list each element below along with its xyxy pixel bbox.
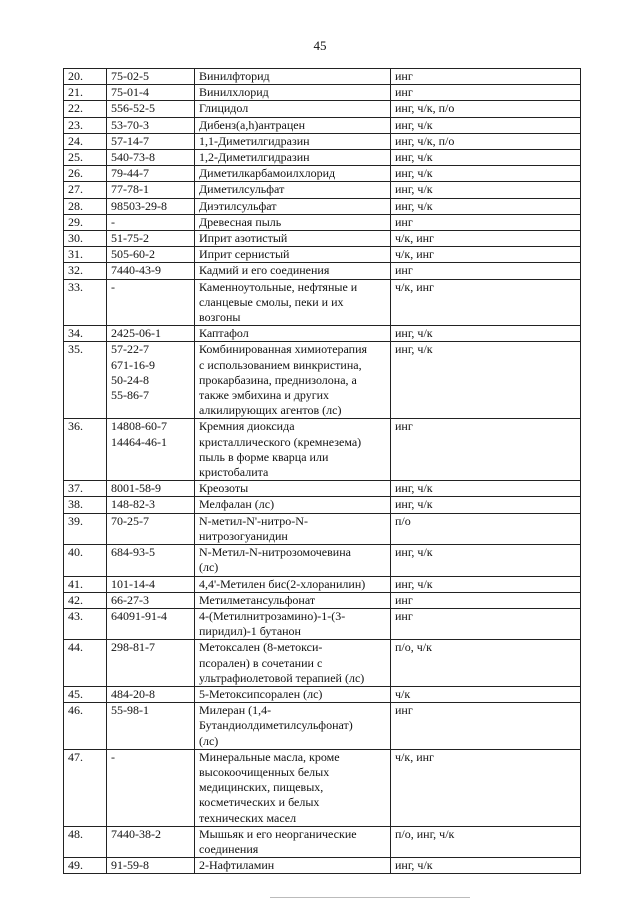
cas-number: 7440-43-9: [111, 263, 161, 278]
substance-name-line: Кадмий и его соединения: [199, 263, 330, 278]
substance-name-cell: [195, 608, 391, 639]
substance-name-cell: [195, 858, 391, 874]
cas-number: 75-01-4: [111, 85, 149, 100]
cas-number: 101-14-4: [111, 576, 155, 591]
substance-name-cell: [195, 497, 391, 513]
row-number: 38.: [64, 497, 107, 513]
row-number: 28.: [64, 198, 107, 214]
table-row: [64, 686, 581, 702]
exposure-route: инг: [391, 703, 581, 750]
cas-number: 98503-29-8: [111, 198, 167, 213]
substance-name-line: Мелфалан (лс): [199, 497, 275, 512]
cas-number: -: [111, 749, 115, 764]
row-number: 44.: [64, 640, 107, 687]
substance-name-line: технических масел: [199, 810, 297, 825]
exposure-route: инг: [391, 592, 581, 608]
table-row: [64, 545, 581, 576]
table-row: [64, 592, 581, 608]
substance-name-line: пиридил)-1 бутанон: [199, 624, 301, 639]
cas-number: -: [111, 279, 115, 294]
exposure-route: ч/к, инг: [391, 749, 581, 826]
substance-name-line: Глицидол: [199, 101, 249, 116]
substance-name-cell: [195, 166, 391, 182]
page-number: 45: [313, 38, 327, 53]
substance-name-line: Иприт азотистый: [199, 231, 288, 246]
substance-name-line: Иприт сернистый: [199, 247, 290, 262]
carcinogen-table: [63, 68, 581, 874]
cas-number-cell: [107, 640, 195, 687]
cas-number-cell: [107, 69, 195, 85]
cas-number: 75-02-5: [111, 69, 149, 83]
row-number: 31.: [64, 247, 107, 263]
exposure-route: инг, ч/к: [391, 166, 581, 182]
cas-number: 79-44-7: [111, 166, 149, 181]
row-number: 32.: [64, 263, 107, 279]
substance-name-cell: [195, 85, 391, 101]
cas-number-cell: [107, 481, 195, 497]
table-row: [64, 214, 581, 230]
substance-name-line: медицинских, пищевых,: [199, 780, 324, 795]
cas-number-cell: [107, 326, 195, 342]
row-number: 29.: [64, 214, 107, 230]
cas-number: 55-98-1: [111, 703, 149, 718]
cas-number: 66-27-3: [111, 592, 149, 607]
cas-number: 484-20-8: [111, 686, 155, 701]
substance-name-cell: [195, 686, 391, 702]
exposure-route: инг, ч/к: [391, 198, 581, 214]
substance-name-line: Кремния диоксида: [199, 419, 295, 434]
cas-number-cell: [107, 858, 195, 874]
cas-number: 51-75-2: [111, 231, 149, 246]
table-row: [64, 117, 581, 133]
exposure-route: ч/к, инг: [391, 231, 581, 247]
substance-name-line: возгоны: [199, 310, 241, 325]
cas-number: 53-70-3: [111, 117, 149, 132]
cas-number-cell: [107, 826, 195, 857]
row-number: 45.: [64, 686, 107, 702]
cas-number: 148-82-3: [111, 497, 155, 512]
substance-name-cell: [195, 198, 391, 214]
cas-number: 77-78-1: [111, 182, 149, 197]
cas-number: 7440-38-2: [111, 826, 161, 841]
table-row: [64, 198, 581, 214]
cas-number-cell: [107, 545, 195, 576]
cas-number: 505-60-2: [111, 247, 155, 262]
table-body: [64, 69, 581, 874]
cas-number-cell: [107, 703, 195, 750]
table-row: [64, 826, 581, 857]
cas-number-cell: [107, 513, 195, 544]
exposure-route: инг, ч/к: [391, 117, 581, 133]
substance-name-line: Каптафол: [199, 326, 249, 341]
substance-name-line: 1,1-Диметилгидразин: [199, 133, 310, 148]
substance-name-cell: [195, 263, 391, 279]
table-row: [64, 247, 581, 263]
row-number: 35.: [64, 342, 107, 419]
substance-name-cell: [195, 117, 391, 133]
substance-name-cell: [195, 214, 391, 230]
substance-name-line: высокоочищенных белых: [199, 764, 330, 779]
cas-number: 50-24-8: [111, 372, 149, 387]
table-row: [64, 69, 581, 85]
cas-number-cell: [107, 592, 195, 608]
row-number: 36.: [64, 419, 107, 481]
substance-name-line: 2-Нафтиламин: [199, 858, 275, 873]
substance-name-line: Винилфторид: [199, 69, 270, 83]
cas-number-cell: [107, 166, 195, 182]
substance-name-line: пыль в форме кварца или: [199, 449, 329, 464]
row-number: 49.: [64, 858, 107, 874]
table-row: [64, 419, 581, 481]
substance-name-line: 4,4'-Метилен бис(2-хлоранилин): [199, 576, 366, 591]
row-number: 37.: [64, 481, 107, 497]
exposure-route: инг: [391, 263, 581, 279]
exposure-route: инг, ч/к: [391, 182, 581, 198]
row-number: 34.: [64, 326, 107, 342]
substance-name-line: Креозоты: [199, 481, 249, 496]
substance-name-cell: [195, 545, 391, 576]
exposure-route: инг: [391, 69, 581, 85]
row-number: 39.: [64, 513, 107, 544]
cas-number-cell: [107, 85, 195, 101]
row-number: 22.: [64, 101, 107, 117]
substance-name-line: кристобалита: [199, 465, 269, 480]
table-row: [64, 231, 581, 247]
substance-name-cell: [195, 133, 391, 149]
substance-name-line: псорален) в сочетании с: [199, 655, 323, 670]
substance-name-line: Диэтилсульфат: [199, 198, 277, 213]
substance-name-cell: [195, 513, 391, 544]
substance-name-line: Метилметансульфонат: [199, 592, 316, 607]
substance-name-cell: [195, 182, 391, 198]
exposure-route: инг, ч/к: [391, 545, 581, 576]
cas-number-cell: [107, 101, 195, 117]
table-row: [64, 263, 581, 279]
cas-number-cell: [107, 749, 195, 826]
cas-number: 55-86-7: [111, 388, 149, 403]
cas-number: 57-22-7: [111, 342, 149, 357]
table-row: [64, 133, 581, 149]
row-number: 42.: [64, 592, 107, 608]
exposure-route: инг: [391, 419, 581, 481]
exposure-route: инг: [391, 214, 581, 230]
cas-number-cell: [107, 419, 195, 481]
substance-name-cell: [195, 592, 391, 608]
substance-name-line: N-Метил-N-нитрозомочевина: [199, 545, 351, 560]
substance-name-cell: [195, 749, 391, 826]
substance-name-cell: [195, 481, 391, 497]
exposure-route: п/о, инг, ч/к: [391, 826, 581, 857]
cas-number-cell: [107, 150, 195, 166]
substance-name-line: Каменноутольные, нефтяные и: [199, 279, 358, 294]
substance-name-cell: [195, 247, 391, 263]
row-number: 25.: [64, 150, 107, 166]
row-number: 23.: [64, 117, 107, 133]
table-row: [64, 576, 581, 592]
cas-number: 91-59-8: [111, 858, 149, 873]
exposure-route: инг, ч/к: [391, 326, 581, 342]
exposure-route: инг, ч/к: [391, 497, 581, 513]
substance-name-line: Древесная пыль: [199, 214, 282, 229]
substance-name-line: 1,2-Диметилгидразин: [199, 150, 310, 165]
cas-number-cell: [107, 247, 195, 263]
exposure-route: инг, ч/к: [391, 342, 581, 419]
substance-name-line: Милеран (1,4-: [199, 703, 272, 718]
substance-name-line: прокарбазина, преднизолона, а: [199, 372, 357, 387]
exposure-route: инг, ч/к, п/о: [391, 133, 581, 149]
row-number: 41.: [64, 576, 107, 592]
cas-number-cell: [107, 198, 195, 214]
substance-name-line: N-метил-N'-нитро-N-: [199, 513, 308, 528]
substance-name-line: 4-(Метилнитрозамино)-1-(3-: [199, 608, 346, 623]
substance-name-line: Диметилсульфат: [199, 182, 285, 197]
cas-number-cell: [107, 263, 195, 279]
substance-name-line: Комбинированная химиотерапия: [199, 342, 368, 357]
row-number: 33.: [64, 279, 107, 326]
substance-name-line: Минеральные масла, кроме: [199, 749, 340, 764]
substance-name-cell: [195, 703, 391, 750]
row-number: 40.: [64, 545, 107, 576]
substance-name-line: (лс): [199, 733, 219, 748]
exposure-route: п/о: [391, 513, 581, 544]
exposure-route: инг, ч/к, п/о: [391, 101, 581, 117]
table-row: [64, 858, 581, 874]
substance-name-line: Бутандиолдиметилсульфонат): [199, 718, 353, 733]
substance-name-line: ультрафиолетовой терапией (лс): [199, 670, 365, 685]
table-row: [64, 481, 581, 497]
substance-name-cell: [195, 150, 391, 166]
cas-number: 14808-60-7: [111, 419, 167, 434]
table-row: [64, 166, 581, 182]
table-row: [64, 703, 581, 750]
table-row: [64, 342, 581, 419]
row-number: 21.: [64, 85, 107, 101]
exposure-route: инг: [391, 85, 581, 101]
table-row: [64, 101, 581, 117]
cas-number: 298-81-7: [111, 640, 155, 655]
substance-name-line: Метоксален (8-метокси-: [199, 640, 323, 655]
row-number: 30.: [64, 231, 107, 247]
cas-number-cell: [107, 133, 195, 149]
substance-name-line: алкилирующих агентов (лс): [199, 403, 342, 418]
substance-name-line: Мышьяк и его неорганические: [199, 826, 357, 841]
table-row: [64, 326, 581, 342]
exposure-route: ч/к: [391, 686, 581, 702]
exposure-route: инг, ч/к: [391, 481, 581, 497]
table-row: [64, 640, 581, 687]
substance-name-cell: [195, 342, 391, 419]
cas-number-cell: [107, 182, 195, 198]
substance-name-cell: [195, 326, 391, 342]
cas-number-cell: [107, 214, 195, 230]
substance-name-line: соединения: [199, 841, 259, 856]
substance-name-cell: [195, 231, 391, 247]
row-number: 48.: [64, 826, 107, 857]
substance-name-cell: [195, 419, 391, 481]
cas-number-cell: [107, 342, 195, 419]
exposure-route: п/о, ч/к: [391, 640, 581, 687]
cas-number: 70-25-7: [111, 513, 149, 528]
cas-number: 14464-46-1: [111, 434, 167, 449]
substance-name-line: с использованием винкристина,: [199, 357, 362, 372]
exposure-route: инг, ч/к: [391, 576, 581, 592]
table-row: [64, 513, 581, 544]
cas-number: -: [111, 214, 115, 229]
cas-number-cell: [107, 279, 195, 326]
row-number: 26.: [64, 166, 107, 182]
substance-name-line: Дибенз(a,h)антрацен: [199, 117, 305, 132]
row-number: 46.: [64, 703, 107, 750]
substance-name-line: Диметилкарбамоилхлорид: [199, 166, 336, 181]
exposure-route: инг, ч/к: [391, 150, 581, 166]
substance-name-cell: [195, 826, 391, 857]
cas-number-cell: [107, 231, 195, 247]
table-row: [64, 279, 581, 326]
exposure-route: инг, ч/к: [391, 858, 581, 874]
cas-number-cell: [107, 608, 195, 639]
substance-name-line: сланцевые смолы, пеки и их: [199, 294, 344, 309]
substance-name-line: кристаллического (кремнезема): [199, 434, 362, 449]
table-row: [64, 182, 581, 198]
cas-number-cell: [107, 497, 195, 513]
table-row: [64, 85, 581, 101]
substance-name-cell: [195, 576, 391, 592]
row-number: 24.: [64, 133, 107, 149]
substance-name-cell: [195, 69, 391, 85]
substance-name-line: 5-Метоксипсорален (лс): [199, 686, 323, 701]
table-row: [64, 608, 581, 639]
cas-number: 57-14-7: [111, 133, 149, 148]
bottom-rule: [270, 897, 470, 898]
exposure-route: ч/к, инг: [391, 247, 581, 263]
cas-number: 8001-58-9: [111, 481, 161, 496]
substance-name-line: косметических и белых: [199, 795, 320, 810]
cas-number-cell: [107, 117, 195, 133]
cas-number: 64091-91-4: [111, 608, 167, 623]
cas-number: 540-73-8: [111, 150, 155, 165]
table-row: [64, 150, 581, 166]
row-number: 20.: [64, 69, 107, 85]
row-number: 47.: [64, 749, 107, 826]
exposure-route: ч/к, инг: [391, 279, 581, 326]
cas-number-cell: [107, 576, 195, 592]
cas-number-cell: [107, 686, 195, 702]
cas-number: 671-16-9: [111, 357, 155, 372]
cas-number: 684-93-5: [111, 545, 155, 560]
table-row: [64, 749, 581, 826]
table-row: [64, 497, 581, 513]
cas-number: 2425-06-1: [111, 326, 161, 341]
substance-name-cell: [195, 101, 391, 117]
substance-name-cell: [195, 640, 391, 687]
row-number: 27.: [64, 182, 107, 198]
row-number: 43.: [64, 608, 107, 639]
substance-name-line: нитрозогуанидин: [199, 528, 288, 543]
exposure-route: инг: [391, 608, 581, 639]
substance-name-cell: [195, 279, 391, 326]
substance-name-line: Винилхлорид: [199, 85, 269, 100]
substance-name-line: также эмбихина и других: [199, 388, 330, 403]
cas-number: 556-52-5: [111, 101, 155, 116]
substance-name-line: (лс): [199, 560, 219, 575]
